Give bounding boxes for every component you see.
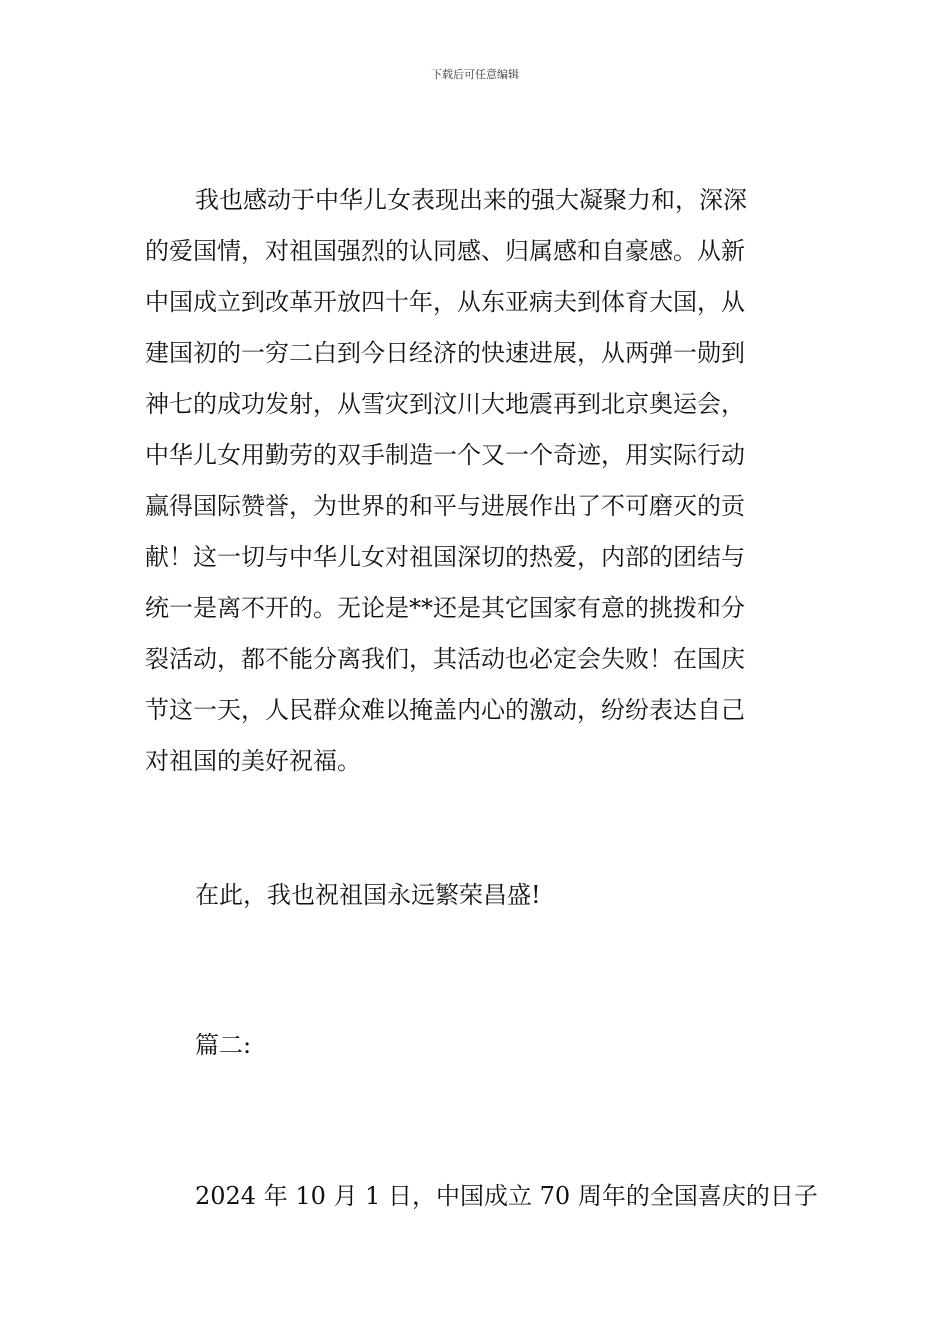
paragraph-3: 2024 年 10 月 1 日，中国成立 70 周年的全国喜庆的日子: [195, 1182, 818, 1210]
paragraph-line: 神七的成功发射，从雪灾到汶川大地震再到北京奥运会，: [145, 390, 745, 418]
paragraph-line: 我也感动于中华儿女表现出来的强大凝聚力和，深深: [195, 186, 747, 214]
paragraph-line: 赢得国际赞誉，为世界的和平与进展作出了不可磨灭的贡: [145, 492, 745, 520]
paragraph-line: 的爱国情，对祖国强烈的认同感、归属感和自豪感。从新: [145, 237, 745, 265]
paragraph-line: 对祖国的美好祝福。: [145, 747, 361, 775]
paragraph-line: 献！这一切与中华儿女对祖国深切的热爱，内部的团结与: [145, 543, 745, 571]
paragraph-line: 中华儿女用勤劳的双手制造一个又一个奇迹，用实际行动: [145, 441, 745, 469]
paragraph-line: 中国成立到改革开放四十年，从东亚病夫到体育大国，从: [145, 288, 745, 316]
paragraph-line: 建国初的一穷二白到今日经济的快速进展，从两弹一勋到: [145, 339, 745, 367]
paragraph-line: 节这一天，人民群众难以掩盖内心的激动，纷纷表达自己: [145, 696, 745, 724]
paragraph-2: 在此，我也祝祖国永远繁荣昌盛!: [195, 881, 541, 909]
paragraph-1: [145, 175, 810, 787]
paragraph-line: 统一是离不开的。无论是**还是其它国家有意的挑拨和分: [145, 594, 745, 622]
paragraph-line: 裂活动，都不能分离我们，其活动也必定会失败！在国庆: [145, 645, 745, 673]
header-note: 下载后可任意编辑: [431, 68, 519, 81]
section-heading: 篇二:: [195, 1031, 252, 1059]
